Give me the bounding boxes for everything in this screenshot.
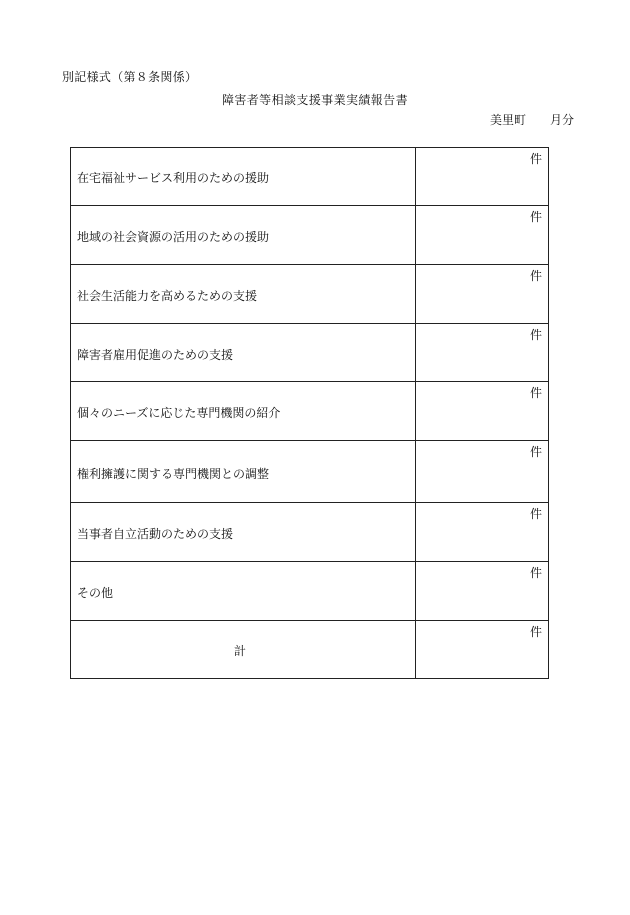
unit-label: 件 xyxy=(529,269,542,283)
row-label-cell xyxy=(71,265,416,324)
row-label: 当事者自立活動のための支援 xyxy=(77,527,234,541)
total-label: 計 xyxy=(233,644,246,658)
table-row-total xyxy=(71,621,549,679)
count-cell[interactable] xyxy=(416,324,549,382)
unit-label: 件 xyxy=(529,328,542,342)
row-label: 障害者雇用促進のための支援 xyxy=(77,348,234,362)
month-suffix: 月分 xyxy=(549,113,574,127)
document-title: 障害者等相談支援事業実績報告書 xyxy=(221,93,408,107)
total-label-cell xyxy=(71,621,416,679)
row-label-cell xyxy=(71,206,416,265)
row-label-cell xyxy=(71,441,416,503)
unit-label: 件 xyxy=(529,507,542,521)
count-cell[interactable] xyxy=(416,206,549,265)
row-label: 社会生活能力を高めるための支援 xyxy=(77,289,258,303)
total-count-cell[interactable] xyxy=(416,621,549,679)
unit-label: 件 xyxy=(529,210,542,224)
table-row xyxy=(71,441,549,503)
table-row xyxy=(71,382,549,441)
table-row xyxy=(71,265,549,324)
row-label-cell xyxy=(71,382,416,441)
table-row xyxy=(71,503,549,562)
count-cell[interactable] xyxy=(416,382,549,441)
unit-label: 件 xyxy=(529,152,542,166)
report-period xyxy=(490,111,574,128)
row-label: 地域の社会資源の活用のための援助 xyxy=(77,230,270,244)
row-label: 権利擁護に関する専門機関との調整 xyxy=(77,467,270,481)
form-type-label: 別記様式（第８条関係） xyxy=(62,70,198,84)
unit-label: 件 xyxy=(529,445,542,459)
unit-label: 件 xyxy=(529,625,542,639)
unit-label: 件 xyxy=(529,386,542,400)
count-cell[interactable] xyxy=(416,148,549,206)
table-row xyxy=(71,562,549,621)
count-cell[interactable] xyxy=(416,265,549,324)
row-label-cell xyxy=(71,324,416,382)
report-table xyxy=(70,147,549,679)
count-cell[interactable] xyxy=(416,441,549,503)
row-label: 在宅福祉サービス利用のための援助 xyxy=(77,171,270,185)
unit-label: 件 xyxy=(529,566,542,580)
count-cell[interactable] xyxy=(416,562,549,621)
table-row xyxy=(71,324,549,382)
table-row xyxy=(71,148,549,206)
row-label: 個々のニーズに応じた専門機関の紹介 xyxy=(77,406,281,420)
row-label: その他 xyxy=(77,586,114,600)
row-label-cell xyxy=(71,562,416,621)
row-label-cell xyxy=(71,503,416,562)
row-label-cell xyxy=(71,148,416,206)
table-row xyxy=(71,206,549,265)
town-name: 美里町 xyxy=(489,113,526,127)
count-cell[interactable] xyxy=(416,503,549,562)
